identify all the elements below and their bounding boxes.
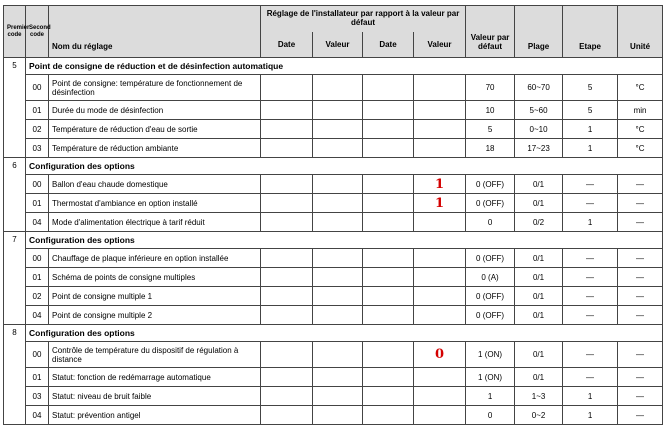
installer-date-2	[363, 194, 414, 213]
range-value: 60~70	[515, 75, 563, 101]
header-installer-group: Réglage de l'installateur par rapport à la valeur par défaut	[261, 6, 466, 32]
installer-value-2	[414, 268, 466, 287]
unit-value: —	[618, 342, 663, 368]
unit-value: —	[618, 387, 663, 406]
default-value: 0 (OFF)	[466, 287, 515, 306]
installer-value-1	[313, 387, 363, 406]
installer-value-1	[313, 194, 363, 213]
step-value: —	[563, 268, 618, 287]
setting-name: Statut: prévention antigel	[49, 406, 261, 425]
second-code: 02	[26, 120, 49, 139]
table-row	[4, 342, 663, 368]
table-row	[4, 194, 663, 213]
unit-value: °C	[618, 120, 663, 139]
unit-value: —	[618, 268, 663, 287]
range-value: 0/1	[515, 175, 563, 194]
table-row	[4, 249, 663, 268]
installer-value-1	[313, 139, 363, 158]
installer-date-2	[363, 139, 414, 158]
installer-date-2	[363, 213, 414, 232]
second-code: 03	[26, 387, 49, 406]
setting-name: Point de consigne multiple 2	[49, 306, 261, 325]
installer-value-2: 0	[414, 342, 466, 368]
step-value: 1	[563, 387, 618, 406]
installer-value-1	[313, 175, 363, 194]
setting-name: Statut: fonction de redémarrage automatique	[49, 368, 261, 387]
settings-table	[3, 5, 663, 425]
table-row	[4, 101, 663, 120]
default-value: 0	[466, 406, 515, 425]
installer-date-2	[363, 101, 414, 120]
setting-name: Durée du mode de désinfection	[49, 101, 261, 120]
default-value: 1 (ON)	[466, 368, 515, 387]
range-value: 0/1	[515, 249, 563, 268]
installer-value-2: 1	[414, 175, 466, 194]
settings-table-container	[3, 5, 663, 425]
range-value: 0/1	[515, 268, 563, 287]
section-header-row	[4, 58, 663, 75]
section-title: Point de consigne de réduction et de désinfection automatique	[26, 58, 663, 75]
installer-date-2	[363, 342, 414, 368]
installer-date-1	[261, 368, 313, 387]
installer-value-1	[313, 75, 363, 101]
section-header-row	[4, 232, 663, 249]
default-value: 1	[466, 387, 515, 406]
second-code: 01	[26, 101, 49, 120]
unit-value: —	[618, 249, 663, 268]
installer-value-1	[313, 249, 363, 268]
unit-value: °C	[618, 75, 663, 101]
installer-value-2	[414, 75, 466, 101]
installer-value-2	[414, 406, 466, 425]
step-value: 5	[563, 101, 618, 120]
header-date-2: Date	[363, 32, 414, 58]
installer-value-1	[313, 342, 363, 368]
range-value: 0~2	[515, 406, 563, 425]
second-code: 04	[26, 406, 49, 425]
second-code: 00	[26, 342, 49, 368]
default-value: 0	[466, 213, 515, 232]
installer-value-2	[414, 213, 466, 232]
step-value: —	[563, 368, 618, 387]
section-title: Configuration des options	[26, 158, 663, 175]
installer-date-2	[363, 368, 414, 387]
installer-date-1	[261, 306, 313, 325]
installer-date-1	[261, 406, 313, 425]
installer-value-2	[414, 139, 466, 158]
installer-date-1	[261, 175, 313, 194]
installer-date-1	[261, 101, 313, 120]
table-row	[4, 268, 663, 287]
installer-date-1	[261, 287, 313, 306]
header-date-1: Date	[261, 32, 313, 58]
installer-value-1	[313, 120, 363, 139]
section-header-row	[4, 325, 663, 342]
second-code: 01	[26, 194, 49, 213]
header-etape: Etape	[563, 6, 618, 58]
table-row	[4, 287, 663, 306]
range-value: 0/2	[515, 213, 563, 232]
second-code: 00	[26, 175, 49, 194]
unit-value: min	[618, 101, 663, 120]
installer-value-1	[313, 213, 363, 232]
step-value: —	[563, 175, 618, 194]
range-value: 0~10	[515, 120, 563, 139]
section-code: 7	[4, 232, 26, 325]
setting-name: Thermostat d'ambiance en option installé	[49, 194, 261, 213]
step-value: 1	[563, 120, 618, 139]
header-valeur-2: Valeur	[414, 32, 466, 58]
installer-date-1	[261, 268, 313, 287]
default-value: 1 (ON)	[466, 342, 515, 368]
step-value: 5	[563, 75, 618, 101]
installer-date-2	[363, 175, 414, 194]
installer-date-1	[261, 387, 313, 406]
header-premier-code: Premier code	[4, 6, 26, 58]
installer-value-2	[414, 120, 466, 139]
header-second-code: Second code	[26, 6, 49, 58]
default-value: 0 (OFF)	[466, 306, 515, 325]
setting-name: Mode d'alimentation électrique à tarif réduit	[49, 213, 261, 232]
header-plage: Plage	[515, 6, 563, 58]
header-unite: Unité	[618, 6, 663, 58]
default-value: 0 (A)	[466, 268, 515, 287]
unit-value: —	[618, 175, 663, 194]
installer-value-1	[313, 268, 363, 287]
step-value: —	[563, 342, 618, 368]
table-header	[4, 6, 663, 58]
step-value: —	[563, 194, 618, 213]
range-value: 0/1	[515, 342, 563, 368]
section-header-row	[4, 158, 663, 175]
installer-date-2	[363, 387, 414, 406]
installer-date-1	[261, 120, 313, 139]
installer-date-1	[261, 342, 313, 368]
range-value: 0/1	[515, 368, 563, 387]
unit-value: —	[618, 194, 663, 213]
second-code: 01	[26, 368, 49, 387]
header-nom: Nom du réglage	[49, 6, 261, 58]
table-body	[4, 58, 663, 425]
table-row	[4, 387, 663, 406]
installer-date-2	[363, 249, 414, 268]
installer-date-2	[363, 306, 414, 325]
table-row	[4, 175, 663, 194]
second-code: 02	[26, 287, 49, 306]
installer-value-2: 1	[414, 194, 466, 213]
installer-date-2	[363, 287, 414, 306]
table-row	[4, 75, 663, 101]
unit-value: °C	[618, 139, 663, 158]
installer-value-1	[313, 287, 363, 306]
setting-name: Contrôle de température du dispositif de régulation à distance	[49, 342, 261, 368]
installer-date-2	[363, 75, 414, 101]
step-value: 1	[563, 213, 618, 232]
setting-name: Point de consigne multiple 1	[49, 287, 261, 306]
second-code: 00	[26, 75, 49, 101]
setting-name: Ballon d'eau chaude domestique	[49, 175, 261, 194]
installer-value-1	[313, 101, 363, 120]
setting-name: Température de réduction ambiante	[49, 139, 261, 158]
installer-date-2	[363, 120, 414, 139]
installer-date-1	[261, 75, 313, 101]
table-row	[4, 213, 663, 232]
range-value: 0/1	[515, 306, 563, 325]
second-code: 00	[26, 249, 49, 268]
step-value: —	[563, 306, 618, 325]
unit-value: —	[618, 213, 663, 232]
step-value: 1	[563, 139, 618, 158]
second-code: 01	[26, 268, 49, 287]
setting-name: Chauffage de plaque inférieure en option installée	[49, 249, 261, 268]
section-title: Configuration des options	[26, 325, 663, 342]
table-row	[4, 120, 663, 139]
section-code: 5	[4, 58, 26, 158]
installer-date-2	[363, 268, 414, 287]
range-value: 17~23	[515, 139, 563, 158]
table-row	[4, 306, 663, 325]
default-value: 18	[466, 139, 515, 158]
installer-date-1	[261, 194, 313, 213]
table-row	[4, 368, 663, 387]
installer-date-1	[261, 249, 313, 268]
installer-value-2	[414, 101, 466, 120]
second-code: 04	[26, 213, 49, 232]
unit-value: —	[618, 306, 663, 325]
default-value: 0 (OFF)	[466, 194, 515, 213]
installer-date-1	[261, 139, 313, 158]
installer-date-1	[261, 213, 313, 232]
range-value: 0/1	[515, 194, 563, 213]
installer-value-1	[313, 368, 363, 387]
default-value: 5	[466, 120, 515, 139]
installer-value-2	[414, 249, 466, 268]
default-value: 70	[466, 75, 515, 101]
step-value: —	[563, 249, 618, 268]
installer-value-2	[414, 306, 466, 325]
installer-value-1	[313, 406, 363, 425]
step-value: 1	[563, 406, 618, 425]
section-code: 8	[4, 325, 26, 425]
range-value: 5~60	[515, 101, 563, 120]
range-value: 1~3	[515, 387, 563, 406]
setting-name: Température de réduction d'eau de sortie	[49, 120, 261, 139]
unit-value: —	[618, 287, 663, 306]
installer-value-1	[313, 306, 363, 325]
unit-value: —	[618, 368, 663, 387]
range-value: 0/1	[515, 287, 563, 306]
default-value: 10	[466, 101, 515, 120]
default-value: 0 (OFF)	[466, 249, 515, 268]
header-default: Valeur par défaut	[466, 6, 515, 58]
step-value: —	[563, 287, 618, 306]
installer-date-2	[363, 406, 414, 425]
second-code: 03	[26, 139, 49, 158]
section-title: Configuration des options	[26, 232, 663, 249]
installer-value-2	[414, 387, 466, 406]
setting-name: Statut: niveau de bruit faible	[49, 387, 261, 406]
installer-value-2	[414, 368, 466, 387]
header-valeur-1: Valeur	[313, 32, 363, 58]
default-value: 0 (OFF)	[466, 175, 515, 194]
table-row	[4, 406, 663, 425]
setting-name: Schéma de points de consigne multiples	[49, 268, 261, 287]
section-code: 6	[4, 158, 26, 232]
unit-value: —	[618, 406, 663, 425]
table-row	[4, 139, 663, 158]
installer-value-2	[414, 287, 466, 306]
second-code: 04	[26, 306, 49, 325]
setting-name: Point de consigne: température de fonctionnement de désinfection	[49, 75, 261, 101]
